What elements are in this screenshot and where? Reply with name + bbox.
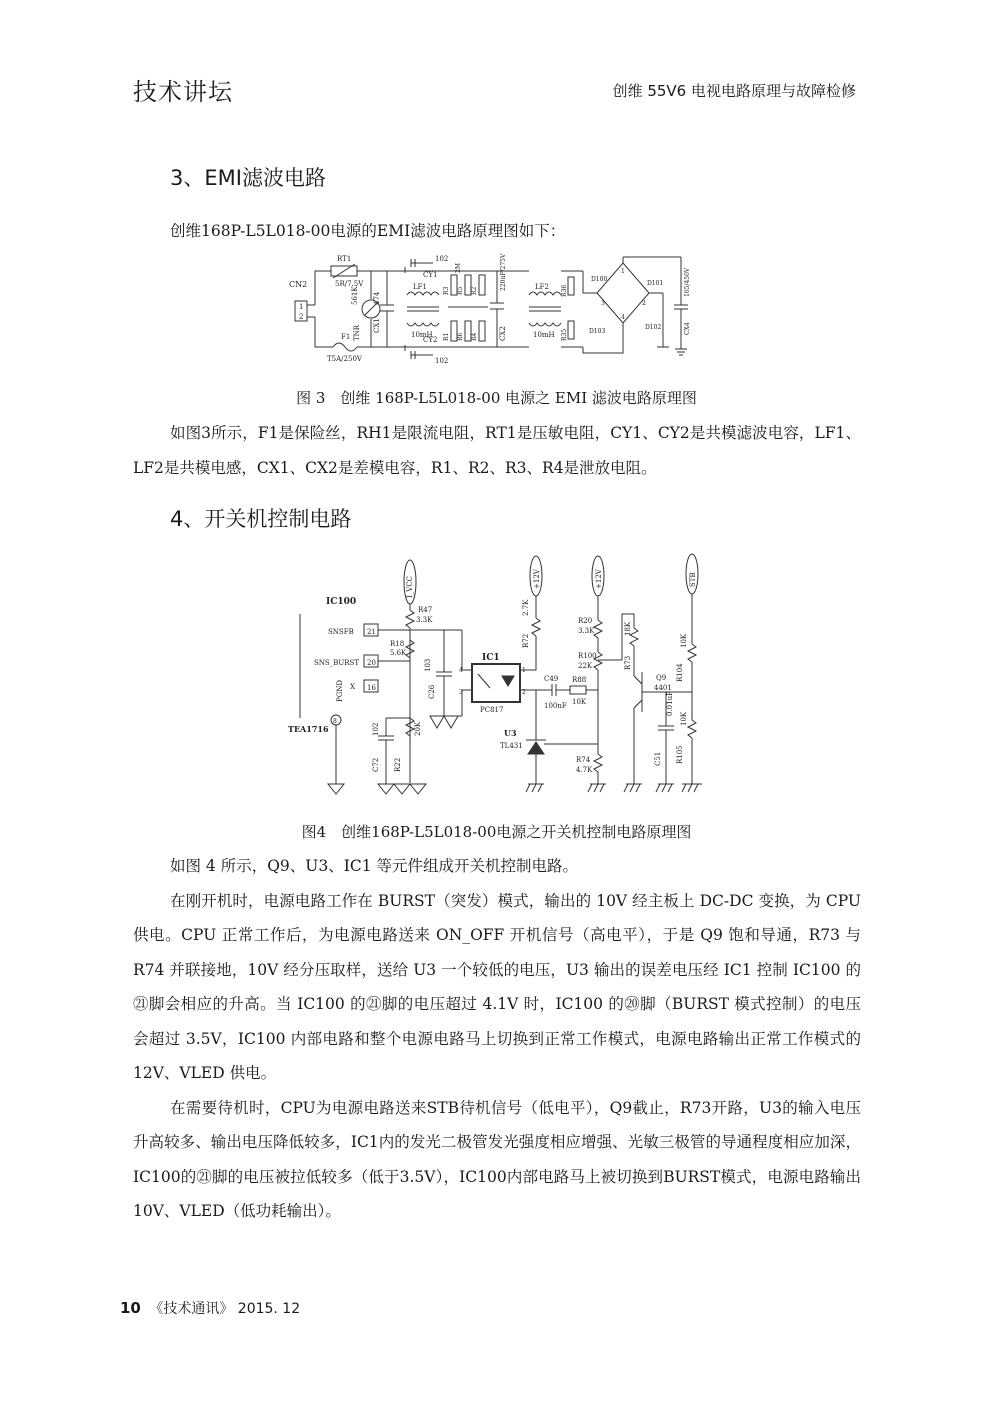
svg-text:PGND: PGND <box>336 679 344 702</box>
figure-4-switch-schematic <box>282 548 732 806</box>
svg-text:CY2: CY2 <box>423 336 438 344</box>
section-4-title: 4、开关机控制电路 <box>170 507 352 531</box>
svg-text:CY1: CY1 <box>423 271 438 279</box>
svg-text:R20: R20 <box>578 617 593 625</box>
body-paragraph-2: 在刚开机时，电源电路工作在 BURST（突发）模式，输出的 10V 经主板上 DC-DC 变换，为 CPU 供电。CPU 正常工作后，为电源电路送来 ON_OFF 开机信号（高电平），于是 Q9 饱和导通，R73 与 R74 并联接地，10V 经分压取样，送给 U3 一个较低的电压，U3 输出的误差电压经 IC1 控制 IC100 的㉑脚会相应的升高。当 IC100 的㉑脚的电压超过 4.1V 时，IC100 的⑳脚（BURST 模式控制）的电压会超过 3.5V，IC100 内部电路和整个电源电路马上切换到正常工作模式，电源电路输出正常工作模式的 12V、VLED 供电。 <box>133 891 861 1082</box>
svg-text:R88: R88 <box>572 676 587 684</box>
body-paragraph-1: 如图 4 所示，Q9、U3、IC1 等元件组成开关机控制电路。 <box>170 857 578 875</box>
figure-3-emi-schematic <box>283 249 703 369</box>
svg-text:X: X <box>350 683 355 691</box>
svg-text:TNR: TNR <box>353 324 361 341</box>
svg-text:D100: D100 <box>591 276 608 283</box>
svg-text:CX1: CX1 <box>373 318 381 333</box>
svg-text:10mH: 10mH <box>533 331 555 339</box>
svg-text:D102: D102 <box>645 324 662 331</box>
svg-text:3.3K: 3.3K <box>578 627 595 635</box>
svg-text:10K: 10K <box>680 711 688 726</box>
svg-text:T5A/250V: T5A/250V <box>327 355 362 363</box>
svg-text:IC1: IC1 <box>482 653 500 663</box>
svg-text:SNSFB: SNSFB <box>328 628 354 636</box>
svg-text:8: 8 <box>333 718 337 725</box>
body-paragraph-3: 在需要待机时，CPU为电源电路送来STB待机信号（低电平），Q9截止，R73开路，U3的输入电压升高较多、输出电压降低较多，IC1内的发光二极管发光强度相应增强、光敏三极管的导通程度相应加深，IC100的㉑脚的电压被拉低较多（低于3.5V），IC100内部电路马上被切换到BURST模式，电源电路输出10V、VLED（低功耗输出）。 <box>133 1098 861 1220</box>
svg-text:CX4: CX4 <box>684 322 691 335</box>
svg-text:R22: R22 <box>394 757 402 772</box>
svg-text:103: 103 <box>424 658 432 672</box>
svg-text:R35: R35 <box>561 328 568 341</box>
fig3-cn2: CN2 <box>289 280 308 289</box>
svg-text:R3: R3 <box>443 286 450 295</box>
journal-name: 《技术通讯》 <box>149 1301 234 1317</box>
svg-text:16: 16 <box>367 684 376 692</box>
header-article-title: 创维 55V6 电视电路原理与故障检修 <box>612 82 856 100</box>
svg-text:C49: C49 <box>544 675 559 683</box>
svg-text:RT1: RT1 <box>337 255 352 263</box>
page-number: 10 <box>120 1299 141 1317</box>
svg-text:TL431: TL431 <box>500 742 523 750</box>
svg-text:5.6K: 5.6K <box>390 649 407 657</box>
svg-text:2.7K: 2.7K <box>522 599 530 616</box>
svg-text:2: 2 <box>642 300 646 307</box>
svg-text:105/450V: 105/450V <box>684 267 691 297</box>
section-3-title: 3、EMI滤波电路 <box>170 166 326 190</box>
svg-text:5R/7.5V: 5R/7.5V <box>335 280 364 288</box>
svg-text:D103: D103 <box>589 328 606 335</box>
svg-text:21: 21 <box>367 628 376 636</box>
svg-text:R2: R2 <box>471 286 478 295</box>
svg-text:18K: 18K <box>624 621 632 636</box>
page-footer <box>120 1298 300 1318</box>
svg-text:R18: R18 <box>390 640 405 648</box>
svg-text:474: 474 <box>373 291 381 305</box>
svg-text:10K: 10K <box>572 698 587 706</box>
header-column-title: 技术讲坛 <box>133 78 233 106</box>
svg-text:LF1: LF1 <box>413 283 427 291</box>
svg-text:I_VCC: I_VCC <box>406 575 414 598</box>
svg-text:F1: F1 <box>341 333 351 341</box>
svg-text:R5: R5 <box>457 286 464 295</box>
svg-text:1: 1 <box>299 303 304 311</box>
svg-text:1: 1 <box>621 268 625 275</box>
svg-text:SNS_BURST: SNS_BURST <box>314 659 359 667</box>
svg-text:Q9: Q9 <box>656 674 667 682</box>
section-3-intro: 创维168P-L5L018-00电源的EMI滤波电路原理图如下： <box>170 222 566 240</box>
svg-text:+12V: +12V <box>595 569 603 589</box>
svg-text:R74: R74 <box>576 756 591 764</box>
svg-text:PC817: PC817 <box>480 706 504 714</box>
svg-text:4: 4 <box>621 314 625 321</box>
svg-text:4401: 4401 <box>654 684 672 692</box>
svg-text:20: 20 <box>367 659 376 667</box>
svg-text:22K: 22K <box>578 662 593 670</box>
svg-text:R47: R47 <box>418 606 433 614</box>
svg-text:3.3K: 3.3K <box>416 616 433 624</box>
svg-text:LF2: LF2 <box>535 283 549 291</box>
svg-text:4: 4 <box>459 667 463 674</box>
section-4-body <box>133 849 861 1229</box>
svg-text:+12V: +12V <box>533 569 541 589</box>
svg-text:CX2: CX2 <box>499 326 507 341</box>
svg-text:220nF/275V: 220nF/275V <box>500 253 507 291</box>
svg-text:20K: 20K <box>414 721 422 736</box>
svg-text:C72: C72 <box>372 757 380 772</box>
figure-4-caption: 图4 创维168P-L5L018-00电源之开关机控制电路原理图 <box>301 823 692 841</box>
figure-3-caption: 图 3 创维 168P-L5L018-00 电源之 EMI 滤波电路原理图 <box>296 389 697 407</box>
svg-text:STB: STB <box>689 572 697 587</box>
svg-text:U3: U3 <box>504 728 517 738</box>
svg-text:3: 3 <box>459 689 463 696</box>
svg-text:102: 102 <box>435 255 449 263</box>
svg-text:C26: C26 <box>428 684 436 699</box>
svg-text:R4: R4 <box>471 332 478 341</box>
svg-text:561K: 561K <box>351 286 359 305</box>
svg-text:R73: R73 <box>624 655 632 670</box>
svg-text:R36: R36 <box>561 284 568 297</box>
svg-text:C51: C51 <box>654 751 662 766</box>
svg-text:IC100: IC100 <box>326 597 357 607</box>
svg-text:R6: R6 <box>457 332 464 341</box>
svg-text:2: 2 <box>299 313 304 321</box>
svg-text:2: 2 <box>522 689 526 696</box>
svg-text:D101: D101 <box>647 280 664 287</box>
svg-text:TEA1716: TEA1716 <box>288 724 329 734</box>
svg-text:R105: R105 <box>676 745 684 764</box>
svg-text:1: 1 <box>522 667 526 674</box>
section-3-paragraph: 如图3所示，F1是保险丝，RH1是限流电阻，RT1是压敏电阻，CY1、CY2是共模滤波电容，LF1、LF2是共模电感，CX1、CX2是差模电容，R1、R2、R3、R4是泄放电阻。 <box>133 424 861 477</box>
svg-text:102: 102 <box>372 722 380 736</box>
svg-text:4.7K: 4.7K <box>576 766 593 774</box>
svg-text:3: 3 <box>601 300 605 307</box>
svg-text:R104: R104 <box>676 663 684 682</box>
svg-text:R100: R100 <box>578 652 597 660</box>
issue-date: 2015. 12 <box>237 1301 301 1317</box>
svg-text:R72: R72 <box>522 633 530 648</box>
svg-text:102: 102 <box>435 357 449 365</box>
svg-text:0.01uF: 0.01uF <box>666 691 674 716</box>
svg-text:10K: 10K <box>680 633 688 648</box>
svg-text:2M: 2M <box>455 263 462 273</box>
svg-text:R1: R1 <box>443 332 450 341</box>
svg-text:100nF: 100nF <box>544 702 567 710</box>
svg-text:10mH: 10mH <box>411 331 433 339</box>
